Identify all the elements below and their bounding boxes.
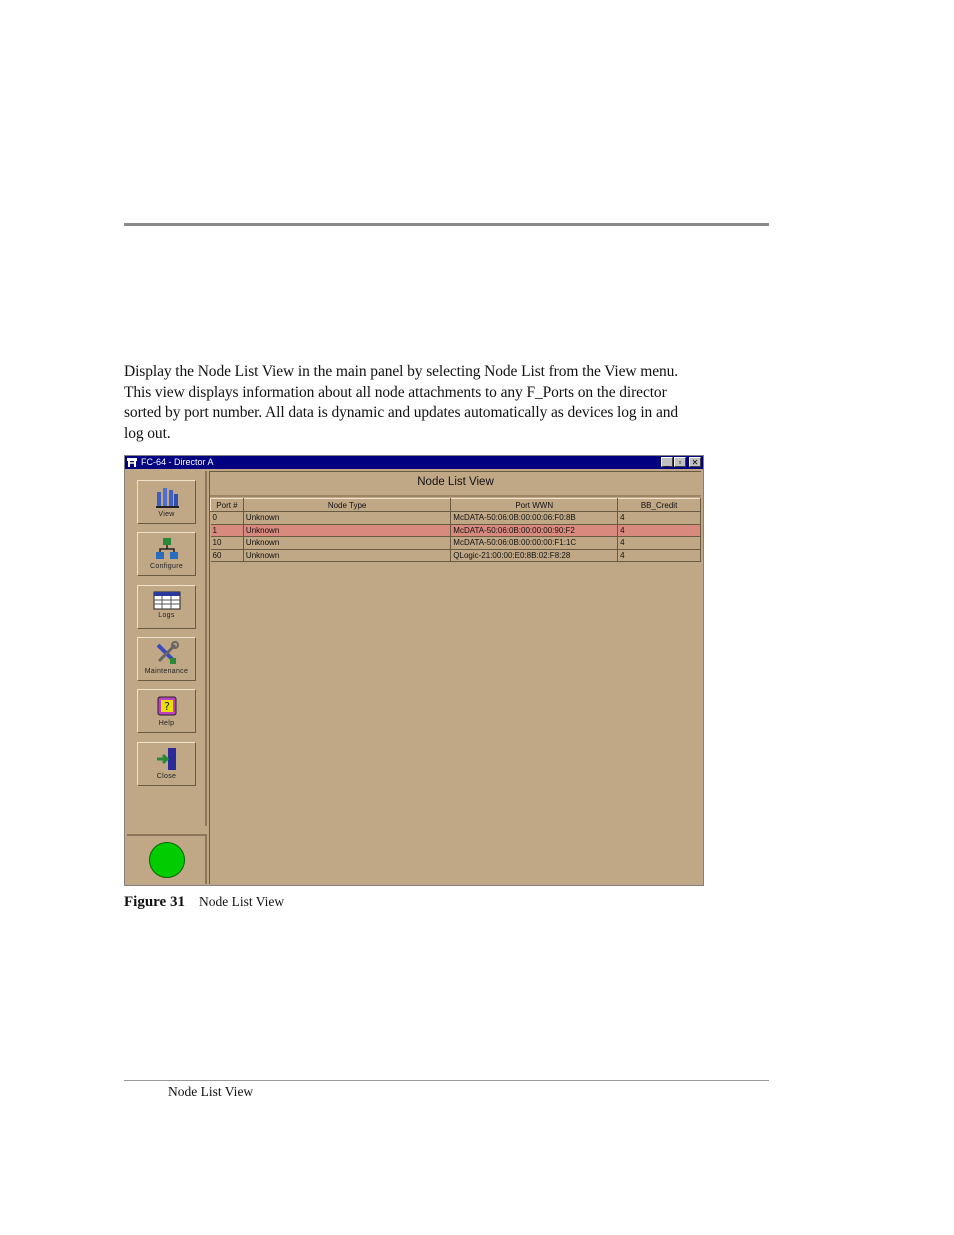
close-icon [154,746,180,772]
footer-rule [124,1080,769,1081]
sidebar-item-maintenance[interactable] [137,637,196,681]
cell-port: 60 [211,549,244,562]
cell-port-wwn: QLogic-21:00:00:E0:8B:02:F8:28 [451,549,618,562]
cell-node-type: Unknown [243,524,450,537]
figure-title: Node List View [198,894,285,909]
sidebar-item-close[interactable] [137,742,196,786]
body-line: This view displays information about all node attachments to any F_Ports on the director [124,383,667,401]
window-title: FC-64 - Director A [141,457,214,467]
table-row[interactable] [211,537,701,550]
table-row-selected[interactable] [211,524,701,537]
cell-bb-credit: 4 [618,524,701,537]
help-icon [154,693,180,719]
status-indicator [149,842,185,878]
panel-title: Node List View [417,476,494,488]
cell-bb-credit: 4 [618,549,701,562]
sidebar-item-logs[interactable] [137,585,196,629]
sidebar-item-help[interactable] [137,689,196,733]
cell-port: 10 [211,537,244,550]
body-line: log out. [124,424,171,442]
sidebar-item-label: Close [156,773,177,780]
view-icon [154,484,180,510]
body-paragraph [124,362,754,444]
figure-caption [124,894,284,911]
column-header-bb-credit[interactable]: BB_Credit [618,499,701,512]
cell-bb-credit: 4 [618,537,701,550]
sidebar-item-label: Maintenance [144,668,189,675]
sidebar-item-label: View [158,511,175,518]
logs-icon [153,589,181,611]
table-header-row [211,499,701,512]
table-row[interactable] [211,512,701,525]
cell-port-wwn: McDATA-50:06:0B:00:00:06:F0:8B [451,512,618,525]
sidebar [127,471,207,826]
main-panel [209,471,701,884]
column-header-port-wwn[interactable]: Port WWN [451,499,618,512]
table-row[interactable] [211,549,701,562]
cell-port-wwn: McDATA-50:06:0B:00:00:00:90:F2 [451,524,618,537]
column-header-port[interactable]: Port # [211,499,244,512]
restore-button[interactable]: ▫ [674,457,686,467]
cell-port: 1 [211,524,244,537]
title-bar[interactable] [125,456,703,469]
body-line: Display the Node List View in the main panel by selecting Node List from the View menu. [124,363,679,380]
minimize-button[interactable]: _ [661,457,673,467]
maintenance-icon [154,641,180,667]
svg-text:?: ? [163,700,170,713]
panel-divider [210,495,701,497]
sidebar-item-configure[interactable] [137,532,196,576]
sidebar-item-label: Logs [158,612,175,619]
app-icon [127,458,137,467]
sidebar-item-label: Configure [149,563,184,570]
configure-icon [154,536,180,562]
cell-node-type: Unknown [243,537,450,550]
cell-port: 0 [211,512,244,525]
sidebar-item-view[interactable] [137,480,196,524]
cell-node-type: Unknown [243,512,450,525]
sidebar-item-label: Help [158,720,175,727]
status-panel [127,834,207,884]
window-controls [661,457,701,467]
cell-port-wwn: McDATA-50:06:0B:00:00:00:F1:1C [451,537,618,550]
column-header-node-type[interactable]: Node Type [243,499,450,512]
close-window-button[interactable]: ✕ [689,457,701,467]
body-line: sorted by port number. All data is dynamic and updates automatically as devices log in and [124,404,679,422]
node-list-table [210,498,701,562]
header-rule [124,223,769,226]
cell-node-type: Unknown [243,549,450,562]
app-window [124,455,704,886]
cell-bb-credit: 4 [618,512,701,525]
figure-number: Figure 31 [124,894,185,910]
page-footer: Node List View [168,1084,254,1099]
